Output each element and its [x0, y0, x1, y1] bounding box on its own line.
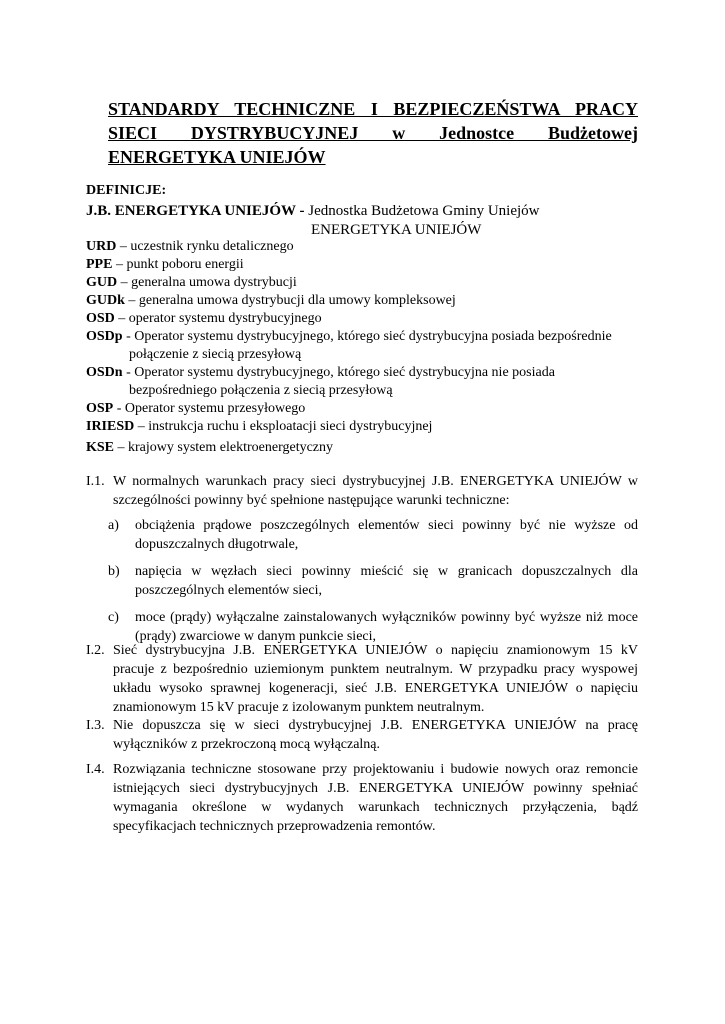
conditions-list [108, 516, 638, 654]
definition-desc: Jednostka Budżetowa Gminy Uniejów [304, 203, 540, 219]
section-text: W normalnych warunkach pracy sieci dystrybucyjnej J.B. ENERGETYKA UNIEJÓW w szczególności powinny być spełnione następujące warunki techniczne: [113, 474, 638, 508]
definition-item [86, 292, 638, 310]
definition-term: OSDp [86, 329, 123, 344]
definition-item [86, 310, 638, 328]
condition-label: c) [108, 610, 119, 625]
definition-desc: - Operator systemu dystrybucyjnego, którego sieć dystrybucyjna nie posiada [122, 365, 555, 380]
section-text: Nie dopuszcza się w sieci dystrybucyjnej J.B. ENERGETYKA UNIEJÓW na pracę wyłączników z przekroczoną mocą wyłączalną. [113, 718, 638, 752]
definition-jb-continued: ENERGETYKA UNIEJÓW [311, 222, 482, 238]
definition-term: PPE [86, 257, 113, 272]
definition-jb [86, 203, 539, 220]
definition-term: URD [86, 239, 117, 254]
condition-text: napięcia w węzłach sieci powinny mieścić się w granicach dopuszczalnych dla poszczególnych elementów sieci, [135, 564, 638, 598]
definition-desc: – instrukcja ruchu i eksploatacji sieci dystrybucyjnej [134, 419, 433, 434]
definition-desc: – generalna umowa dystrybucji dla umowy kompleksowej [124, 293, 456, 308]
definitions-list [86, 238, 638, 457]
definition-desc: – punkt poboru energii [112, 257, 244, 272]
definition-item [86, 238, 638, 256]
condition-label: b) [108, 564, 120, 579]
section-number: I.1. [86, 474, 105, 489]
section-I-1 [86, 472, 638, 510]
definition-term: OSP [86, 401, 114, 416]
section-I-3 [86, 716, 638, 754]
condition-item [108, 562, 638, 600]
definition-desc: – operator systemu dystrybucyjnego [114, 311, 322, 326]
definition-term: OSD [86, 311, 115, 326]
definition-desc: – generalna umowa dystrybucji [117, 275, 297, 290]
condition-item [108, 516, 638, 554]
document-title: STANDARDY TECHNICZNE I BEZPIECZEŃSTWA PRACY SIECI DYSTRYBUCYJNEJ w Jednostce Budżetowej ENERGETYKA UNIEJÓW [108, 99, 638, 167]
section-I-4 [86, 760, 638, 836]
condition-label: a) [108, 518, 119, 533]
section-I-2 [86, 641, 638, 717]
definition-item [86, 439, 638, 457]
definition-term: KSE [86, 440, 115, 455]
definition-item [86, 328, 638, 364]
definition-item [86, 418, 638, 436]
definition-item [86, 274, 638, 292]
definition-desc-continued: bezpośredniego połączenia z siecią przesyłową [129, 383, 393, 398]
section-number: I.2. [86, 643, 105, 658]
condition-text: moce (prądy) wyłączalne zainstalowanych wyłączników powinny być wyższe niż moce (prądy) zwarciowe w danym punkcie sieci, [135, 610, 638, 644]
definition-desc: – uczestnik rynku detalicznego [116, 239, 294, 254]
definition-term: GUDk [86, 293, 125, 308]
definitions-heading: DEFINICJE: [86, 183, 167, 198]
definition-desc: – krajowy system elektroenergetyczny [114, 440, 334, 455]
definition-desc-continued: połączenie z siecią przesyłową [129, 347, 302, 362]
definition-desc: - Operator systemu przesyłowego [113, 401, 306, 416]
definition-term: J.B. ENERGETYKA UNIEJÓW - [86, 203, 305, 219]
definition-term: IRIESD [86, 419, 135, 434]
section-text: Sieć dystrybucyjna J.B. ENERGETYKA UNIEJÓW o napięciu znamionowym 15 kV pracuje z bezpośrednio uziemionym punktem neutralnym. W przypadku pracy wyspowej układu wysoko sprawnej kogeneracji, sieć J.B. ENERGETYKA UNIEJÓW o napięciu znamionowym 15 kV pracuje z izolowanym punktem neutralnym. [113, 643, 638, 715]
definition-term: OSDn [86, 365, 123, 380]
definition-item [86, 400, 638, 418]
condition-text: obciążenia prądowe poszczególnych elementów sieci powinny być nie wyższe od dopuszczalnych długotrwale, [135, 518, 638, 552]
section-number: I.3. [86, 718, 105, 733]
definition-item [86, 256, 638, 274]
definition-item [86, 364, 638, 400]
definition-term: GUD [86, 275, 118, 290]
section-text: Rozwiązania techniczne stosowane przy projektowaniu i budowie nowych oraz remoncie istniejących sieci dystrybucyjnych J.B. ENERGETYKA UNIEJÓW powinny spełniać wymagania określone w wydanych warunkach technicznych przyłączenia, bądź specyfikacjach technicznych przeprowadzenia remontów. [113, 762, 638, 834]
definition-desc: - Operator systemu dystrybucyjnego, którego sieć dystrybucyjna posiada bezpośrednie [122, 329, 612, 344]
section-number: I.4. [86, 762, 105, 777]
